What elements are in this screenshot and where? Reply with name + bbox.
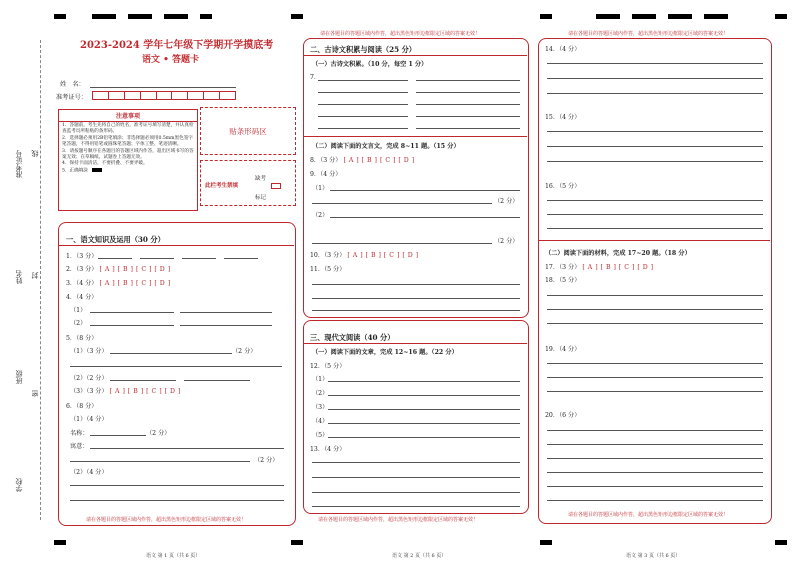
q8-label: 8．（3 分） [ A ] [ B ] [ C ] [ D ] xyxy=(310,157,415,164)
timing-mark xyxy=(92,14,116,19)
q6-meaning-points: （2 分） xyxy=(254,457,279,464)
choice-bubbles[interactable]: [ A ] [ B ] [ C ] [ D ] xyxy=(109,388,181,395)
side-label-school: 学校 xyxy=(15,478,23,492)
q9a-label: （1） xyxy=(312,185,329,192)
id-digit-box[interactable] xyxy=(188,91,204,100)
q12-item: （5） xyxy=(312,432,329,439)
timing-mark xyxy=(775,540,787,545)
page-footer: 语文 第 2 页（共 6 页） xyxy=(392,553,447,559)
id-digit-box[interactable] xyxy=(220,91,236,100)
q18-label: 18．（5 分） xyxy=(545,277,581,284)
answer-line[interactable] xyxy=(70,485,284,486)
absent-label: 此栏考生禁填 xyxy=(205,183,239,189)
q6-name-label: 名称： xyxy=(70,430,89,437)
id-digit-box[interactable] xyxy=(92,91,109,100)
q6-meaning-label: 寓意： xyxy=(70,443,89,450)
answer-line[interactable] xyxy=(416,116,520,117)
name-field[interactable] xyxy=(90,87,236,88)
q5b-label: （2）（2 分） xyxy=(70,375,108,382)
answer-line[interactable] xyxy=(318,104,408,105)
timing-mark xyxy=(54,540,66,545)
section-3-title: 三、现代文阅读（40 分） xyxy=(310,333,395,342)
timing-mark xyxy=(54,14,66,19)
id-digit-box[interactable] xyxy=(125,91,141,100)
answer-line[interactable] xyxy=(318,128,408,129)
answer-line[interactable] xyxy=(312,477,520,478)
answer-line[interactable] xyxy=(90,448,284,449)
side-label-name: 姓名 xyxy=(15,270,23,284)
q17-label: 17．（3 分） [ A ] [ B ] [ C ] [ D ] xyxy=(545,264,654,271)
choice-bubbles[interactable]: [ A ] [ B ] [ C ] [ D ] xyxy=(582,264,654,271)
answer-line[interactable] xyxy=(416,128,520,129)
answer-line[interactable] xyxy=(110,353,232,354)
answer-line[interactable] xyxy=(547,295,763,296)
q6a-label: （1）（4 分） xyxy=(70,416,108,423)
boundary-warning: 请在各题目的答题区域内作答，超出黑色矩形边框限定区域的答案无效！ xyxy=(320,31,481,37)
answer-line[interactable] xyxy=(547,200,763,201)
q6-label: 6．（8 分） xyxy=(66,403,98,410)
q20-label: 20．（6 分） xyxy=(545,412,581,419)
side-label-secret: 密 xyxy=(31,390,39,397)
answer-line[interactable] xyxy=(328,381,520,382)
answer-line[interactable] xyxy=(312,310,520,311)
notice-item: 2．选择题必须用2B铅笔填涂；非选择题必须用0.5mm黑色签字笔答题，不得用铅笔或圆珠笔答题；字体工整、笔迹清晰。 xyxy=(62,135,193,148)
answer-line[interactable] xyxy=(547,486,763,487)
barcode-area xyxy=(200,107,296,155)
q3-label: 3．（4 分） [ A ] [ B ] [ C ] [ D ] xyxy=(66,280,171,287)
boundary-warning: 请在各题目的答题区域内作答，超出黑色矩形边框限定区域的答案无效！ xyxy=(318,517,479,523)
id-field[interactable] xyxy=(92,91,236,100)
q9b-label: （2） xyxy=(312,212,329,219)
answer-line[interactable] xyxy=(416,80,520,81)
q5-label: 5．（8 分） xyxy=(66,335,98,342)
timing-mark xyxy=(632,14,656,19)
q9a-points: （2 分） xyxy=(494,198,519,205)
q12-item: （4） xyxy=(312,418,329,425)
answer-line[interactable] xyxy=(180,312,272,313)
answer-line[interactable] xyxy=(547,309,763,310)
q2-label: 2．（3 分） [ A ] [ B ] [ C ] [ D ] xyxy=(66,266,171,273)
subsection-title: （二）阅读下面的文言文，完成 8~11 题。（15 分） xyxy=(312,143,460,150)
binding-line xyxy=(40,40,41,520)
id-digit-box[interactable] xyxy=(109,91,125,100)
answer-line[interactable] xyxy=(547,63,763,64)
answer-line[interactable] xyxy=(547,131,763,132)
timing-mark xyxy=(200,14,212,19)
answer-line[interactable] xyxy=(416,92,520,93)
timing-mark xyxy=(668,14,692,19)
absent-box xyxy=(200,160,296,206)
answer-line[interactable] xyxy=(328,437,520,438)
answer-line[interactable] xyxy=(328,409,520,410)
q12-item: （3） xyxy=(312,404,329,411)
notice-item: 1．答题前，考生先将自己的姓名，准考证号填写清楚，并认真检查监考员所粘贴的条形码。 xyxy=(62,123,194,135)
q1-label: 1．（3 分） xyxy=(66,253,98,260)
subsection-title: （一）阅读下面的文章，完成 12~16 题。（22 分） xyxy=(312,349,458,356)
answer-line[interactable] xyxy=(312,243,492,244)
q15-label: 15．（4 分） xyxy=(545,114,581,121)
answer-line[interactable] xyxy=(90,312,174,313)
q12-label: 12．（5 分） xyxy=(310,363,346,370)
answer-line[interactable] xyxy=(312,462,520,463)
id-digit-box[interactable] xyxy=(157,91,173,100)
q12-item: （2） xyxy=(312,390,329,397)
choice-bubbles[interactable]: [ A ] [ B ] [ C ] [ D ] xyxy=(343,157,415,164)
answer-line[interactable] xyxy=(547,458,763,459)
q16-label: 16．（5 分） xyxy=(545,183,581,190)
side-label-id: 准考证号 xyxy=(15,150,23,178)
timing-mark xyxy=(540,540,552,545)
q14-label: 14．（4 分） xyxy=(545,46,581,53)
answer-line[interactable] xyxy=(180,325,272,326)
answer-line[interactable] xyxy=(312,298,520,299)
timing-mark xyxy=(128,14,152,19)
notice-box xyxy=(58,109,198,211)
id-digit-box[interactable] xyxy=(141,91,157,100)
name-label: 姓 名： xyxy=(60,81,85,88)
answer-line[interactable] xyxy=(330,217,520,218)
side-label-line: 线 xyxy=(31,150,39,157)
answer-line[interactable] xyxy=(547,500,763,501)
q19-label: 19．（4 分） xyxy=(545,346,581,353)
timing-mark xyxy=(596,14,620,19)
subsection-title: （一）古诗文积累。（10 分，每空 1 分） xyxy=(312,61,428,68)
notice-item: 3．请按题号顺序在各题目的答题区域内作答，超出区域书写的答案无效；在草稿纸、试题卷上答题无效。 xyxy=(62,148,194,161)
fill-sample xyxy=(92,168,102,172)
answer-line[interactable] xyxy=(184,380,250,381)
q4-label: 4．（4 分） xyxy=(66,294,98,301)
q1-answer-line[interactable] xyxy=(140,258,174,259)
timing-mark xyxy=(291,540,303,545)
answer-line[interactable] xyxy=(547,146,763,147)
q5a-label: （1）（3 分） xyxy=(70,348,108,355)
absent-mark-label: 缺考 xyxy=(255,176,267,182)
q1-answer-line[interactable] xyxy=(182,258,216,259)
answer-line[interactable] xyxy=(70,461,250,462)
section-2-title: 二、古诗文积累与阅读（25 分） xyxy=(310,45,416,54)
boundary-warning: 请在各题目的答题区域内作答，超出黑色矩形边框限定区域的答案无效！ xyxy=(86,517,247,523)
q9b-points: （2 分） xyxy=(494,238,519,245)
answer-line[interactable] xyxy=(328,423,520,424)
answer-line[interactable] xyxy=(318,92,408,93)
answer-line[interactable] xyxy=(70,500,284,501)
answer-line[interactable] xyxy=(547,377,763,378)
page-footer: 语文 第 3 页（共 6 页） xyxy=(626,553,681,559)
answer-line[interactable] xyxy=(547,214,763,215)
page-title: 2023-2024 学年七年级下学期开学摸底考 xyxy=(80,40,274,51)
notice-title: 注意事项 xyxy=(59,110,197,122)
q11-label: 11．（5 分） xyxy=(310,266,346,273)
answer-line[interactable] xyxy=(547,323,763,324)
answer-line[interactable] xyxy=(110,380,176,381)
answer-line[interactable] xyxy=(318,80,408,81)
absent-checkbox[interactable] xyxy=(271,183,281,189)
answer-line[interactable] xyxy=(90,325,174,326)
id-digit-box[interactable] xyxy=(204,91,220,100)
answer-line[interactable] xyxy=(547,430,763,431)
timing-mark xyxy=(775,14,787,19)
q4a-label: （1） xyxy=(70,307,87,314)
choice-bubbles[interactable]: [ A ] [ B ] [ C ] [ D ] xyxy=(347,252,419,259)
answer-line[interactable] xyxy=(547,472,763,473)
page-subtitle: 语文 • 答题卡 xyxy=(142,55,200,65)
boundary-warning: 请在各题目的答题区域内作答，超出黑色矩形边框限定区域的答案无效！ xyxy=(568,31,729,37)
answer-line[interactable] xyxy=(547,161,763,162)
answer-line[interactable] xyxy=(312,203,492,204)
answer-line[interactable] xyxy=(547,391,763,392)
q5c-label: （3）（3 分） [ A ] [ B ] [ C ] [ D ] xyxy=(70,388,181,395)
notice-item: 4．保持卡面清洁，不要折叠、不要弄破。 xyxy=(62,161,148,167)
id-label: 准考证号： xyxy=(56,94,87,101)
answer-line[interactable] xyxy=(547,93,763,94)
q6-name-points: （2 分） xyxy=(146,430,171,437)
q12-item: （1） xyxy=(312,376,329,383)
side-label-seal: 封 xyxy=(31,272,39,279)
subsection-title: （二）阅读下面的材料，完成 17~20 题。（18 分） xyxy=(545,250,691,257)
q4b-label: （2） xyxy=(70,320,87,327)
barcode-label: 贴条形码区 xyxy=(229,126,267,136)
answer-line[interactable] xyxy=(547,228,763,229)
answer-line[interactable] xyxy=(90,435,146,436)
answer-line[interactable] xyxy=(547,78,763,79)
answer-line[interactable] xyxy=(312,506,520,507)
id-digit-box[interactable] xyxy=(172,91,188,100)
timing-mark xyxy=(164,14,188,19)
q1-answer-line[interactable] xyxy=(224,258,258,259)
answer-line[interactable] xyxy=(312,492,520,493)
answer-line[interactable] xyxy=(416,104,520,105)
timing-mark xyxy=(291,14,303,19)
side-label-class: 班级 xyxy=(15,370,23,384)
answer-line[interactable] xyxy=(330,190,520,191)
section-1-title: 一、语文知识及运用（30 分） xyxy=(66,235,165,244)
answer-line[interactable] xyxy=(312,284,520,285)
q9-label: 9．（4 分） xyxy=(310,171,342,178)
timing-mark xyxy=(540,14,552,19)
q5a-points: （2 分） xyxy=(232,348,257,355)
notice-item: 5．正确填涂 xyxy=(62,168,88,174)
answer-line[interactable] xyxy=(328,395,520,396)
answer-line[interactable] xyxy=(318,116,408,117)
answer-line[interactable] xyxy=(70,366,282,367)
choice-bubbles[interactable]: [ A ] [ B ] [ C ] [ D ] xyxy=(99,280,171,287)
q10-label: 10．（3 分） [ A ] [ B ] [ C ] [ D ] xyxy=(310,252,419,259)
page-footer: 语文 第 1 页（共 6 页） xyxy=(146,553,201,559)
q6b-label: （2）（4 分） xyxy=(70,469,108,476)
q1-answer-line[interactable] xyxy=(98,258,132,259)
timing-mark xyxy=(704,14,728,19)
choice-bubbles[interactable]: [ A ] [ B ] [ C ] [ D ] xyxy=(99,266,171,273)
boundary-warning: 请在各题目的答题区域内作答，超出黑色矩形边框限定区域的答案无效！ xyxy=(568,512,729,518)
answer-line[interactable] xyxy=(547,444,763,445)
q7-label: 7． xyxy=(310,74,321,81)
absent-mark-label: 标记 xyxy=(255,195,267,201)
q13-label: 13．（4 分） xyxy=(310,446,346,453)
answer-line[interactable] xyxy=(547,363,763,364)
